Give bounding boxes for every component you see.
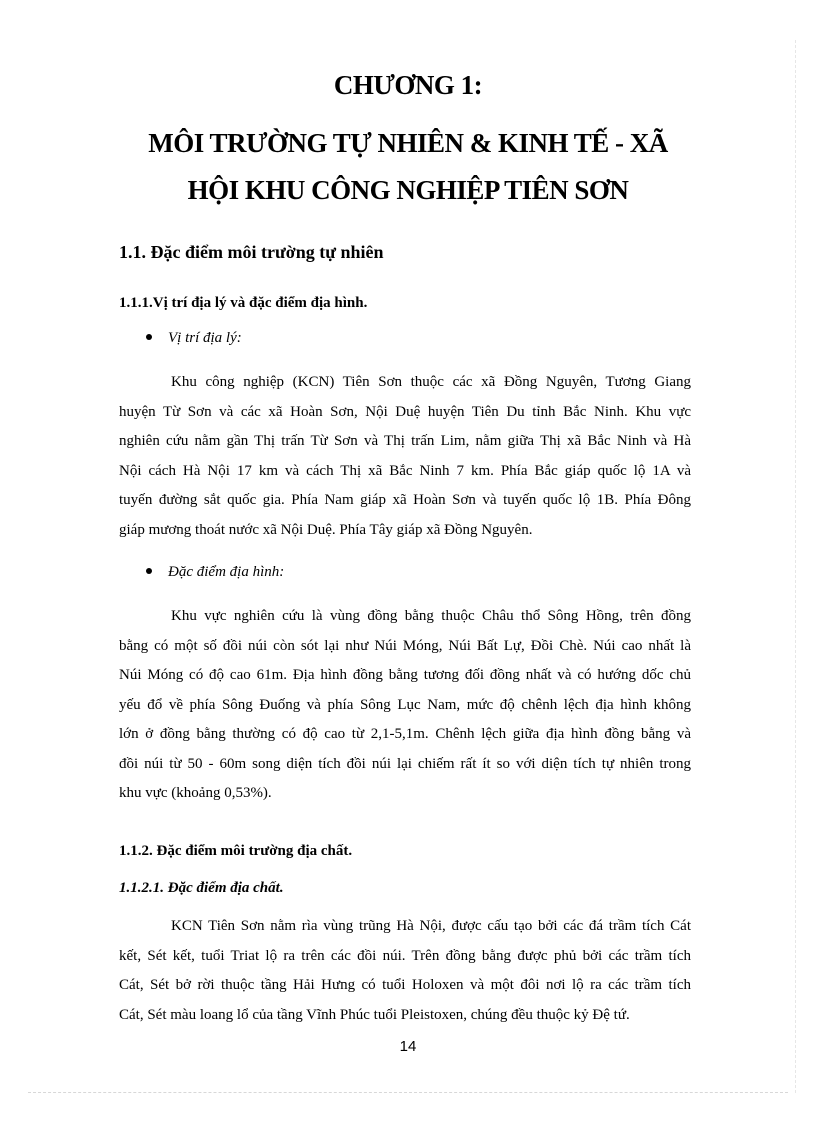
paragraph-line: giáp mương thoát nước xã Nội Duệ. Phía Tây giáp xã Đồng Nguyên. — [119, 521, 533, 538]
paragraph-line: Cát, Sét màu loang lổ của tầng Vĩnh Phúc tuổi Pleistoxen, chúng đều thuộc kỷ Đệ tứ. — [119, 1006, 630, 1023]
paragraph-line: huyện Từ Sơn và các xã Hoàn Sơn, Nội Duệ huyện Tiên Du tỉnh Bắc Ninh. Khu vực — [119, 403, 691, 420]
paragraph-line: yếu đổ về phía Sông Đuống và phía Sông Lục Nam, mức độ chênh lệch địa hình không — [119, 696, 691, 713]
paragraph-line: kết, Sét kết, tuổi Triat lộ ra trên các đồi núi. Trên đồng bằng được phủ bởi các trầm tích — [119, 947, 691, 964]
paragraph-line: nghiên cứu nằm gần Thị trấn Từ Sơn và Thị trấn Lim, nằm giữa Thị xã Bắc Ninh và Hà — [119, 433, 691, 449]
section-heading-1-1-1: 1.1.1.Vị trí địa lý và đặc điểm địa hình. — [119, 295, 368, 311]
section-heading-1-1-2-1: 1.1.2.1. Đặc điểm địa chất. — [119, 880, 284, 896]
section-heading-1-1-2: 1.1.2. Đặc điểm môi trường địa chất. — [119, 843, 353, 859]
bullet-location — [146, 330, 242, 347]
paragraph-line: Khu vực nghiên cứu là vùng đồng bằng thuộc Châu thổ Sông Hồng, trên đồng — [171, 608, 691, 624]
bullet-terrain-label: Đặc điểm địa hình: — [168, 564, 285, 580]
bullet-dot-icon — [146, 334, 152, 340]
paragraph-line: Cát, Sét bở rời thuộc tầng Hải Hưng có tuổi Holoxen và một đôi nơi lộ ra các trầm tích — [119, 977, 691, 993]
chapter-title-line-1: MÔI TRƯỜNG TỰ NHIÊN & KINH TẾ - XÃ — [148, 128, 668, 158]
paragraph-line: Khu công nghiệp (KCN) Tiên Sơn thuộc các xã Đồng Nguyên, Tương Giang — [171, 374, 691, 390]
paragraph-line: lớn ở đồng bằng thường có độ cao từ 2,1-5,1m. Chênh lệch giữa địa hình đồng bằng và — [119, 726, 691, 742]
bullet-dot-icon — [146, 568, 152, 574]
paragraph-location — [119, 368, 691, 545]
page-bottom-border — [28, 1092, 788, 1093]
paragraph-terrain — [119, 602, 691, 809]
bullet-location-label: Vị trí địa lý: — [168, 330, 242, 346]
chapter-title-line-2: HỘI KHU CÔNG NGHIỆP TIÊN SƠN — [187, 175, 629, 205]
paragraph-line: Nội cách Hà Nội 17 km và cách Thị xã Bắc Ninh 7 km. Phía Bắc giáp quốc lộ 1A và — [119, 462, 691, 479]
page-number: 14 — [399, 1038, 417, 1055]
chapter-number: CHƯƠNG 1: — [333, 70, 483, 100]
paragraph-line: bằng có một số đồi núi còn sót lại như Núi Móng, Núi Bất Lự, Đồi Chè. Núi cao nhất là — [119, 637, 691, 654]
paragraph-line: KCN Tiên Sơn nằm rìa vùng trũng Hà Nội, được cấu tạo bởi các đá trầm tích Cát — [171, 918, 691, 934]
paragraph-geology — [119, 912, 691, 1030]
paragraph-line: Núi Móng có độ cao 61m. Địa hình đồng bằng tương đối đồng nhất và có hướng dốc chủ — [119, 667, 691, 683]
paragraph-line: khu vực (khoảng 0,53%). — [119, 785, 272, 801]
paragraph-line: đồi núi từ 50 - 60m song diện tích đồi núi lại chiếm rất ít so với diện tích tự nhiên trong — [119, 755, 691, 772]
bullet-terrain — [146, 564, 284, 581]
paragraph-line: tuyến đường sắt quốc gia. Phía Nam giáp xã Hoàn Sơn và tuyến quốc lộ 1B. Phía Đông — [119, 492, 691, 508]
section-heading-1-1: 1.1. Đặc điểm môi trường tự nhiên — [119, 242, 384, 262]
